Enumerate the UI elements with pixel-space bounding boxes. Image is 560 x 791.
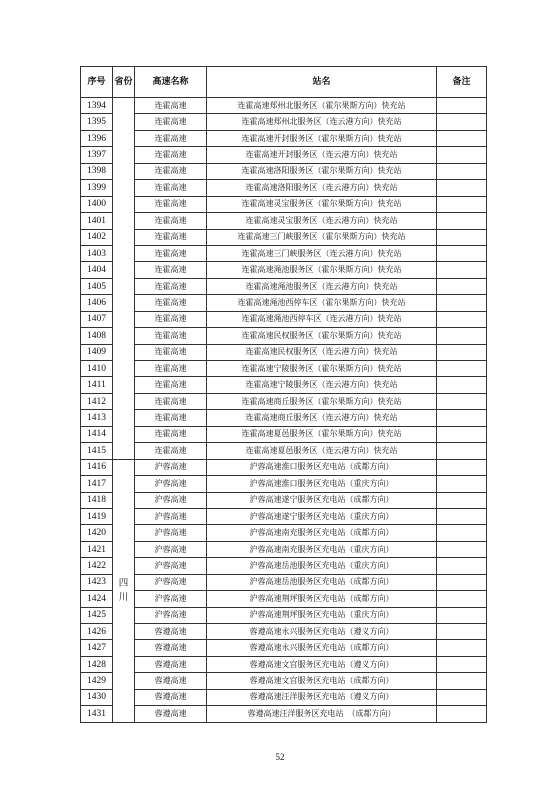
row-number: 1400 — [81, 196, 113, 212]
row-number: 1399 — [81, 180, 113, 196]
table-row — [81, 558, 487, 574]
row-number: 1424 — [81, 591, 113, 607]
highway-name: 连霍高速 — [135, 147, 207, 163]
table-row — [81, 361, 487, 377]
highway-name: 连霍高速 — [135, 130, 207, 146]
table-row — [81, 706, 487, 722]
note-cell — [437, 180, 487, 196]
table-row — [81, 492, 487, 508]
header-station: 站名 — [207, 67, 437, 98]
station-name: 蓉遵高速汪洋服务区充电站（遵义方向） — [207, 689, 437, 705]
table-row — [81, 673, 487, 689]
station-name: 沪蓉高速荆坪服务区充电站（成都方向） — [207, 591, 437, 607]
header-province: 省份 — [113, 67, 135, 98]
note-cell — [437, 262, 487, 278]
row-number: 1417 — [81, 476, 113, 492]
note-cell — [437, 574, 487, 590]
row-number: 1418 — [81, 492, 113, 508]
station-name: 连霍高速渑池服务区（连云港方向）快充站 — [207, 278, 437, 294]
station-name: 蓉遵高速文宫服务区充电站（遵义方向） — [207, 656, 437, 672]
table-row — [81, 689, 487, 705]
note-cell — [437, 213, 487, 229]
highway-name: 连霍高速 — [135, 426, 207, 442]
table-row — [81, 624, 487, 640]
table-row — [81, 344, 487, 360]
note-cell — [437, 640, 487, 656]
note-cell — [437, 558, 487, 574]
station-name: 连霍高速民权服务区（连云港方向）快充站 — [207, 344, 437, 360]
row-number: 1395 — [81, 114, 113, 130]
highway-name: 蓉遵高速 — [135, 689, 207, 705]
highway-name: 连霍高速 — [135, 262, 207, 278]
highway-name: 连霍高速 — [135, 180, 207, 196]
highway-name: 连霍高速 — [135, 295, 207, 311]
table-row — [81, 377, 487, 393]
row-number: 1425 — [81, 607, 113, 623]
highway-name: 连霍高速 — [135, 114, 207, 130]
table-row — [81, 328, 487, 344]
highway-name: 沪蓉高速 — [135, 607, 207, 623]
note-cell — [437, 591, 487, 607]
table-row — [81, 476, 487, 492]
highway-name: 蓉遵高速 — [135, 624, 207, 640]
highway-name: 沪蓉高速 — [135, 459, 207, 475]
highway-name: 连霍高速 — [135, 245, 207, 261]
station-name: 连霍高速开封服务区（连云港方向）快充站 — [207, 147, 437, 163]
table-row — [81, 114, 487, 130]
row-number: 1410 — [81, 361, 113, 377]
highway-name: 蓉遵高速 — [135, 706, 207, 722]
note-cell — [437, 689, 487, 705]
station-name: 连霍高速渑池西停车区（连云港方向）快充站 — [207, 311, 437, 327]
highway-name: 连霍高速 — [135, 98, 207, 114]
station-name: 蓉遵高速汪洋服务区充电站 （成都方向） — [207, 706, 437, 722]
table-row — [81, 163, 487, 179]
row-number: 1427 — [81, 640, 113, 656]
table-row — [81, 278, 487, 294]
station-name: 连霍高速郑州北服务区（连云港方向）快充站 — [207, 114, 437, 130]
station-name: 连霍高速郑州北服务区（霍尔果斯方向）快充站 — [207, 98, 437, 114]
note-cell — [437, 344, 487, 360]
table-row — [81, 656, 487, 672]
station-name: 沪蓉高速遂宁服务区充电站（重庆方向） — [207, 508, 437, 524]
row-number: 1415 — [81, 443, 113, 459]
row-number: 1397 — [81, 147, 113, 163]
station-name: 连霍高速洛阳服务区（连云港方向）快充站 — [207, 180, 437, 196]
table-row — [81, 130, 487, 146]
station-name: 连霍高速宁陵服务区（连云港方向）快充站 — [207, 377, 437, 393]
note-cell — [437, 459, 487, 475]
highway-name: 沪蓉高速 — [135, 591, 207, 607]
note-cell — [437, 278, 487, 294]
note-cell — [437, 426, 487, 442]
station-name: 蓉遵高速永兴服务区充电站（成都方向） — [207, 640, 437, 656]
note-cell — [437, 328, 487, 344]
row-number: 1428 — [81, 656, 113, 672]
note-cell — [437, 443, 487, 459]
table-row — [81, 426, 487, 442]
charging-station-table — [80, 66, 487, 723]
note-cell — [437, 706, 487, 722]
highway-name: 蓉遵高速 — [135, 640, 207, 656]
table-row — [81, 541, 487, 557]
highway-name: 沪蓉高速 — [135, 476, 207, 492]
row-number: 1401 — [81, 213, 113, 229]
highway-name: 连霍高速 — [135, 278, 207, 294]
note-cell — [437, 377, 487, 393]
row-number: 1404 — [81, 262, 113, 278]
table-row — [81, 98, 487, 114]
station-name: 连霍高速商丘服务区（连云港方向）快充站 — [207, 410, 437, 426]
note-cell — [437, 656, 487, 672]
station-name: 沪蓉高速遂宁服务区充电站（成都方向） — [207, 492, 437, 508]
row-number: 1408 — [81, 328, 113, 344]
highway-name: 沪蓉高速 — [135, 541, 207, 557]
station-name: 沪蓉高速南充服务区充电站（重庆方向） — [207, 541, 437, 557]
table-row — [81, 591, 487, 607]
header-note: 备注 — [437, 67, 487, 98]
note-cell — [437, 607, 487, 623]
note-cell — [437, 541, 487, 557]
table-row — [81, 443, 487, 459]
table-row — [81, 393, 487, 409]
table-row — [81, 262, 487, 278]
table-row — [81, 245, 487, 261]
note-cell — [437, 147, 487, 163]
table-row — [81, 229, 487, 245]
table-row — [81, 213, 487, 229]
highway-name: 连霍高速 — [135, 361, 207, 377]
station-name: 连霍高速洛阳服务区（霍尔果斯方向）快充站 — [207, 163, 437, 179]
row-number: 1402 — [81, 229, 113, 245]
note-cell — [437, 295, 487, 311]
highway-name: 连霍高速 — [135, 377, 207, 393]
row-number: 1403 — [81, 245, 113, 261]
table-row — [81, 147, 487, 163]
row-number: 1407 — [81, 311, 113, 327]
highway-name: 连霍高速 — [135, 443, 207, 459]
station-name: 连霍高速三门峡服务区（连云港方向）快充站 — [207, 245, 437, 261]
note-cell — [437, 476, 487, 492]
station-name: 连霍高速渑池西停车区（霍尔果斯方向）快充站 — [207, 295, 437, 311]
table-row — [81, 180, 487, 196]
row-number: 1414 — [81, 426, 113, 442]
table-row — [81, 295, 487, 311]
row-number: 1431 — [81, 706, 113, 722]
row-number: 1416 — [81, 459, 113, 475]
station-name: 沪蓉高速淮口服务区充电站（成都方向） — [207, 459, 437, 475]
note-cell — [437, 361, 487, 377]
station-name: 连霍高速夏邑服务区（霍尔果斯方向）快充站 — [207, 426, 437, 442]
note-cell — [437, 525, 487, 541]
note-cell — [437, 196, 487, 212]
row-number: 1405 — [81, 278, 113, 294]
province-cell — [113, 459, 135, 722]
highway-name: 沪蓉高速 — [135, 508, 207, 524]
row-number: 1396 — [81, 130, 113, 146]
row-number: 1421 — [81, 541, 113, 557]
station-name: 沪蓉高速岳池服务区充电站（重庆方向） — [207, 558, 437, 574]
note-cell — [437, 508, 487, 524]
note-cell — [437, 163, 487, 179]
station-name: 沪蓉高速岳池服务区充电站（成都方向） — [207, 574, 437, 590]
row-number: 1398 — [81, 163, 113, 179]
header-highway: 高速名称 — [135, 67, 207, 98]
province-cell — [113, 98, 135, 460]
highway-name: 沪蓉高速 — [135, 574, 207, 590]
highway-name: 沪蓉高速 — [135, 492, 207, 508]
table-row — [81, 459, 487, 475]
table-row — [81, 311, 487, 327]
station-name: 沪蓉高速南充服务区充电站（成都方向） — [207, 525, 437, 541]
station-name: 蓉遵高速文宫服务区充电站（成都方向） — [207, 673, 437, 689]
table-row — [81, 196, 487, 212]
note-cell — [437, 624, 487, 640]
highway-name: 连霍高速 — [135, 311, 207, 327]
row-number: 1413 — [81, 410, 113, 426]
note-cell — [437, 114, 487, 130]
highway-name: 连霍高速 — [135, 344, 207, 360]
highway-name: 连霍高速 — [135, 163, 207, 179]
note-cell — [437, 492, 487, 508]
table-row — [81, 640, 487, 656]
province-label: 四川 — [118, 577, 129, 603]
row-number: 1422 — [81, 558, 113, 574]
station-name: 连霍高速商丘服务区（霍尔果斯方向）快充站 — [207, 393, 437, 409]
highway-name: 沪蓉高速 — [135, 525, 207, 541]
row-number: 1406 — [81, 295, 113, 311]
station-name: 连霍高速三门峡服务区（霍尔果斯方向）快充站 — [207, 229, 437, 245]
note-cell — [437, 229, 487, 245]
table-row — [81, 525, 487, 541]
highway-name: 沪蓉高速 — [135, 558, 207, 574]
note-cell — [437, 98, 487, 114]
station-name: 连霍高速民权服务区（霍尔果斯方向）快充站 — [207, 328, 437, 344]
table-row — [81, 508, 487, 524]
row-number: 1430 — [81, 689, 113, 705]
highway-name: 连霍高速 — [135, 213, 207, 229]
table-row — [81, 410, 487, 426]
station-name: 连霍高速灵宝服务区（连云港方向）快充站 — [207, 213, 437, 229]
station-name: 蓉遵高速永兴服务区充电站（遵义方向） — [207, 624, 437, 640]
note-cell — [437, 311, 487, 327]
row-number: 1423 — [81, 574, 113, 590]
row-number: 1411 — [81, 377, 113, 393]
station-name: 沪蓉高速荆坪服务区充电站（重庆方向） — [207, 607, 437, 623]
row-number: 1409 — [81, 344, 113, 360]
note-cell — [437, 130, 487, 146]
table-row — [81, 607, 487, 623]
row-number: 1419 — [81, 508, 113, 524]
note-cell — [437, 245, 487, 261]
highway-name: 连霍高速 — [135, 229, 207, 245]
row-number: 1394 — [81, 98, 113, 114]
header-row — [81, 67, 487, 98]
table-row — [81, 574, 487, 590]
highway-name: 连霍高速 — [135, 196, 207, 212]
station-name: 连霍高速灵宝服务区（霍尔果斯方向）快充站 — [207, 196, 437, 212]
note-cell — [437, 673, 487, 689]
header-no: 序号 — [81, 67, 113, 98]
highway-name: 蓉遵高速 — [135, 673, 207, 689]
row-number: 1429 — [81, 673, 113, 689]
highway-name: 蓉遵高速 — [135, 656, 207, 672]
station-name: 连霍高速开封服务区（霍尔果斯方向）快充站 — [207, 130, 437, 146]
note-cell — [437, 410, 487, 426]
note-cell — [437, 393, 487, 409]
station-name: 连霍高速渑池服务区（霍尔果斯方向）快充站 — [207, 262, 437, 278]
highway-name: 连霍高速 — [135, 393, 207, 409]
highway-name: 连霍高速 — [135, 410, 207, 426]
table-body — [81, 98, 487, 723]
station-name: 连霍高速夏邑服务区（连云港方向）快充站 — [207, 443, 437, 459]
station-name: 连霍高速宁陵服务区（霍尔果斯方向）快充站 — [207, 361, 437, 377]
page-number: 52 — [275, 752, 285, 762]
highway-name: 连霍高速 — [135, 328, 207, 344]
row-number: 1420 — [81, 525, 113, 541]
station-name: 沪蓉高速淮口服务区充电站（重庆方向） — [207, 476, 437, 492]
row-number: 1412 — [81, 393, 113, 409]
row-number: 1426 — [81, 624, 113, 640]
